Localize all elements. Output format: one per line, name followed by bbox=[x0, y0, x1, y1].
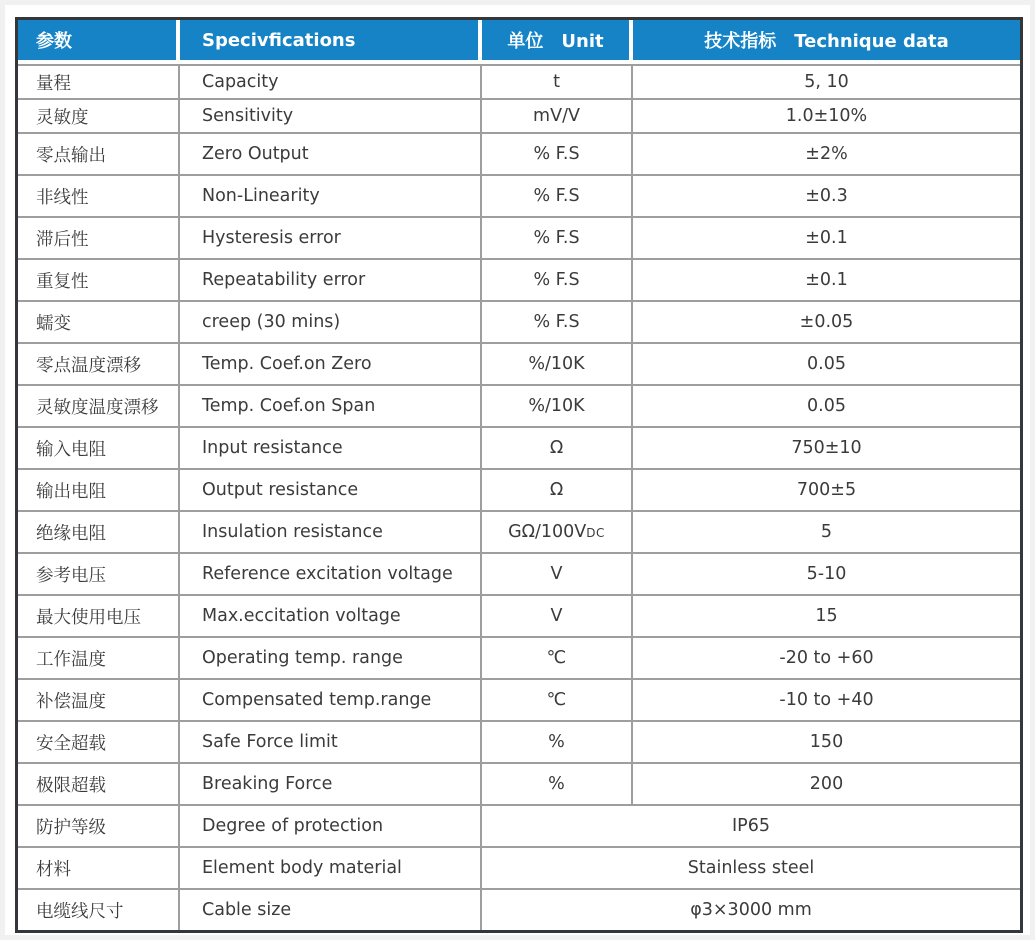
param-name-cn: 极限超载 bbox=[18, 762, 180, 804]
header-technique-cn: 技术指标 bbox=[704, 31, 777, 52]
param-unit: % F.S bbox=[482, 216, 633, 258]
param-name-cn: 零点温度漂移 bbox=[18, 342, 180, 384]
table-header bbox=[18, 20, 1020, 64]
table-row bbox=[18, 552, 1020, 594]
param-name-en: Temp. Coef.on Zero bbox=[180, 342, 482, 384]
param-name-cn: 蠕变 bbox=[18, 300, 180, 342]
param-value: Stainless steel bbox=[482, 846, 1020, 888]
param-name-cn: 绝缘电阻 bbox=[18, 510, 180, 552]
param-name-cn: 防护等级 bbox=[18, 804, 180, 846]
param-name-en: Non-Linearity bbox=[180, 174, 482, 216]
param-name-cn: 输入电阻 bbox=[18, 426, 180, 468]
table-row bbox=[18, 98, 1020, 132]
param-name-cn: 滞后性 bbox=[18, 216, 180, 258]
table-row bbox=[18, 720, 1020, 762]
param-name-en: Compensated temp.range bbox=[180, 678, 482, 720]
param-unit: %/10K bbox=[482, 342, 633, 384]
table-row bbox=[18, 384, 1020, 426]
table-row bbox=[18, 342, 1020, 384]
header-cell-parameter bbox=[18, 20, 180, 64]
param-name-cn: 灵敏度温度漂移 bbox=[18, 384, 180, 426]
param-value: ±0.05 bbox=[633, 300, 1020, 342]
param-name-en: Temp. Coef.on Span bbox=[180, 384, 482, 426]
param-name-en: Max.eccitation voltage bbox=[180, 594, 482, 636]
param-value: 200 bbox=[633, 762, 1020, 804]
param-name-en: creep (30 mins) bbox=[180, 300, 482, 342]
param-value: 5-10 bbox=[633, 552, 1020, 594]
param-unit: V bbox=[482, 594, 633, 636]
param-value: 150 bbox=[633, 720, 1020, 762]
param-value: 1.0±10% bbox=[633, 98, 1020, 132]
param-name-cn: 输出电阻 bbox=[18, 468, 180, 510]
header-specifications-label: Specivfications bbox=[202, 29, 356, 51]
table-row bbox=[18, 216, 1020, 258]
table-row bbox=[18, 64, 1020, 98]
header-unit-en: Unit bbox=[561, 31, 604, 52]
param-unit: V bbox=[482, 552, 633, 594]
table-row bbox=[18, 174, 1020, 216]
param-name-en: Sensitivity bbox=[180, 98, 482, 132]
param-name-en: Safe Force limit bbox=[180, 720, 482, 762]
header-cell-specifications bbox=[180, 20, 482, 64]
param-value: 5, 10 bbox=[633, 64, 1020, 98]
param-name-cn: 灵敏度 bbox=[18, 98, 180, 132]
table-row bbox=[18, 132, 1020, 174]
param-value: ±0.1 bbox=[633, 216, 1020, 258]
param-name-cn: 零点输出 bbox=[18, 132, 180, 174]
header-unit-cn: 单位 bbox=[507, 31, 544, 52]
table-row bbox=[18, 594, 1020, 636]
param-value: 750±10 bbox=[633, 426, 1020, 468]
param-name-en: Breaking Force bbox=[180, 762, 482, 804]
table-body bbox=[18, 64, 1020, 930]
param-unit: t bbox=[482, 64, 633, 98]
param-value: -10 to +40 bbox=[633, 678, 1020, 720]
table-row bbox=[18, 468, 1020, 510]
param-name-cn: 非线性 bbox=[18, 174, 180, 216]
param-unit: % bbox=[482, 762, 633, 804]
param-name-en: Element body material bbox=[180, 846, 482, 888]
param-unit: Ω bbox=[482, 468, 633, 510]
table-row bbox=[18, 300, 1020, 342]
table-row bbox=[18, 426, 1020, 468]
param-name-en: Capacity bbox=[180, 64, 482, 98]
param-name-en: Output resistance bbox=[180, 468, 482, 510]
unit-subscript: DC bbox=[586, 526, 605, 540]
param-unit: ℃ bbox=[482, 636, 633, 678]
spec-table-container bbox=[15, 17, 1023, 933]
param-name-cn: 最大使用电压 bbox=[18, 594, 180, 636]
param-name-en: Repeatability error bbox=[180, 258, 482, 300]
param-value: 0.05 bbox=[633, 384, 1020, 426]
table-row bbox=[18, 678, 1020, 720]
param-unit: %/10K bbox=[482, 384, 633, 426]
table-row bbox=[18, 846, 1020, 888]
param-value: IP65 bbox=[482, 804, 1020, 846]
param-name-cn: 参考电压 bbox=[18, 552, 180, 594]
param-name-en: Zero Output bbox=[180, 132, 482, 174]
param-name-en: Input resistance bbox=[180, 426, 482, 468]
table-row bbox=[18, 762, 1020, 804]
spec-table bbox=[18, 20, 1020, 930]
param-value: 15 bbox=[633, 594, 1020, 636]
param-name-cn: 补偿温度 bbox=[18, 678, 180, 720]
table-row bbox=[18, 258, 1020, 300]
param-value: ±0.1 bbox=[633, 258, 1020, 300]
param-unit: % F.S bbox=[482, 300, 633, 342]
param-unit: Ω bbox=[482, 426, 633, 468]
param-value: 5 bbox=[633, 510, 1020, 552]
header-row bbox=[18, 20, 1020, 64]
param-unit: mV/V bbox=[482, 98, 633, 132]
param-name-cn: 量程 bbox=[18, 64, 180, 98]
param-value: ±2% bbox=[633, 132, 1020, 174]
header-parameter-cn: 参数 bbox=[36, 31, 72, 52]
table-row bbox=[18, 804, 1020, 846]
param-value: ±0.3 bbox=[633, 174, 1020, 216]
param-unit: GΩ/100VDC bbox=[482, 510, 633, 552]
param-value: 0.05 bbox=[633, 342, 1020, 384]
param-name-cn: 材料 bbox=[18, 846, 180, 888]
param-unit: % F.S bbox=[482, 258, 633, 300]
param-name-en: Cable size bbox=[180, 888, 482, 930]
param-name-en: Hysteresis error bbox=[180, 216, 482, 258]
header-cell-technique-data bbox=[633, 20, 1020, 64]
param-value: φ3×3000 mm bbox=[482, 888, 1020, 930]
param-name-cn: 安全超载 bbox=[18, 720, 180, 762]
table-row bbox=[18, 888, 1020, 930]
table-row bbox=[18, 510, 1020, 552]
param-name-cn: 电缆线尺寸 bbox=[18, 888, 180, 930]
param-unit: % F.S bbox=[482, 174, 633, 216]
param-unit: ℃ bbox=[482, 678, 633, 720]
param-name-en: Operating temp. range bbox=[180, 636, 482, 678]
header-cell-unit bbox=[482, 20, 633, 64]
param-name-cn: 工作温度 bbox=[18, 636, 180, 678]
header-technique-en: Technique data bbox=[794, 31, 949, 52]
table-row bbox=[18, 636, 1020, 678]
param-name-en: Insulation resistance bbox=[180, 510, 482, 552]
param-name-en: Reference excitation voltage bbox=[180, 552, 482, 594]
param-value: -20 to +60 bbox=[633, 636, 1020, 678]
param-unit: % F.S bbox=[482, 132, 633, 174]
param-name-cn: 重复性 bbox=[18, 258, 180, 300]
param-name-en: Degree of protection bbox=[180, 804, 482, 846]
param-value: 700±5 bbox=[633, 468, 1020, 510]
param-unit: % bbox=[482, 720, 633, 762]
